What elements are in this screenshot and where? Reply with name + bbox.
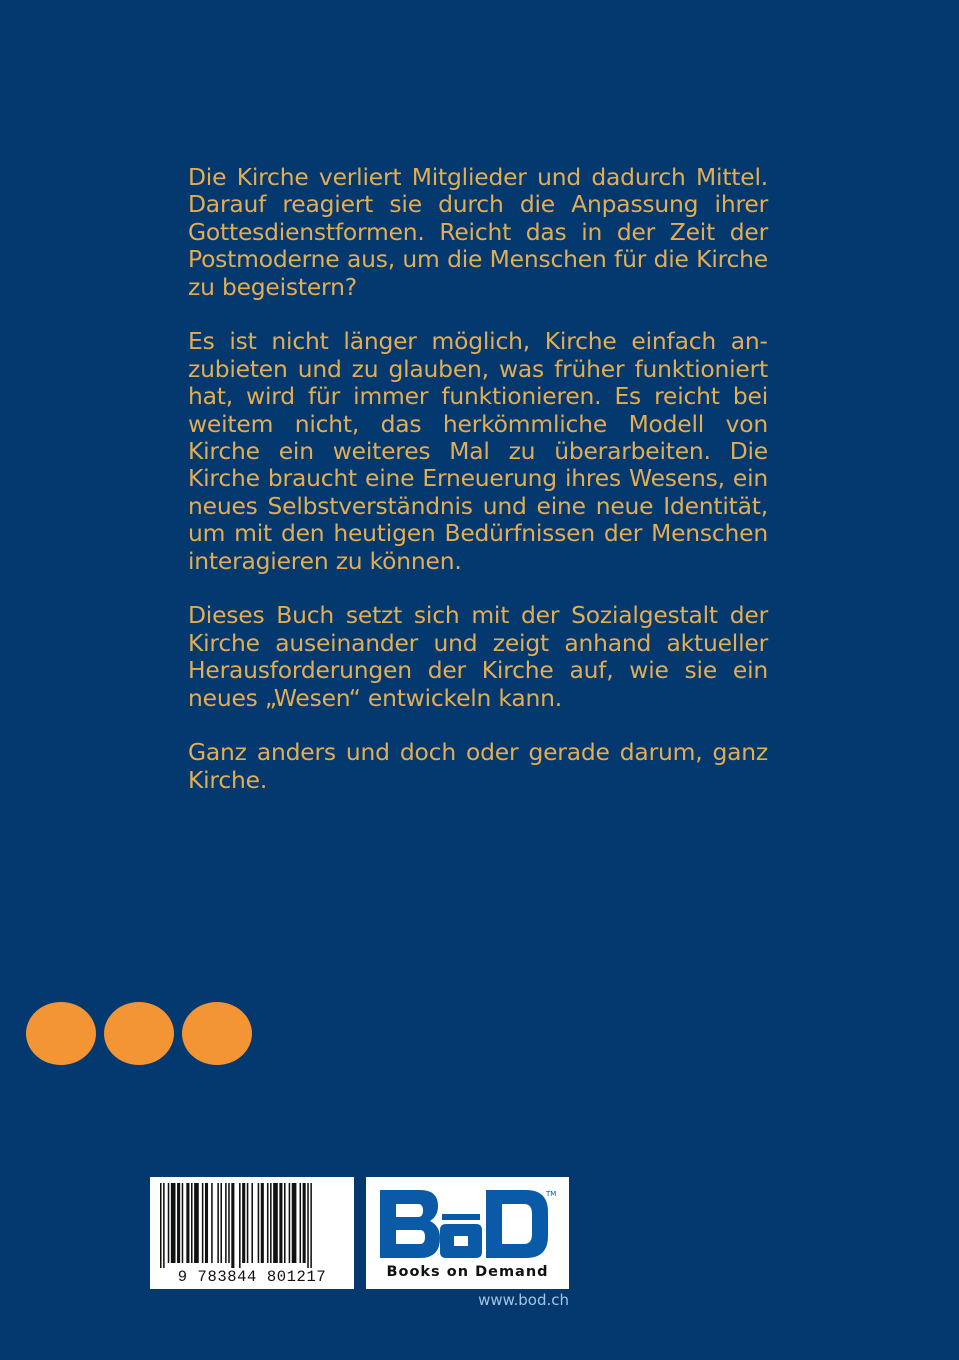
barcode-bar (303, 1183, 306, 1263)
barcode-bar (228, 1183, 230, 1263)
barcode-bar (261, 1183, 264, 1263)
bod-tagline: Books on Demand (386, 1264, 549, 1280)
barcode-bar (202, 1183, 204, 1263)
barcode-bar (242, 1183, 245, 1263)
barcode-bar (307, 1183, 309, 1269)
barcode-bar (163, 1183, 165, 1269)
barcode-bar (220, 1183, 222, 1263)
publisher-logo-box (366, 1177, 569, 1289)
barcode-bar (194, 1183, 199, 1263)
blurb-text (188, 164, 768, 822)
barcode-bar (270, 1183, 272, 1263)
barcode-bar (211, 1183, 213, 1263)
bod-logo (376, 1186, 559, 1262)
barcode-bar (292, 1183, 297, 1263)
barcode-bar (182, 1183, 184, 1263)
orange-dot (104, 1002, 174, 1065)
barcode-bar (186, 1183, 189, 1263)
barcode-bars (158, 1183, 346, 1269)
isbn-barcode (150, 1177, 354, 1289)
barcode-bar (225, 1183, 227, 1263)
barcode-bar (310, 1183, 312, 1269)
barcode-bar (171, 1183, 176, 1263)
publisher-website: www.bod.ch (478, 1291, 569, 1309)
orange-dots-decoration (26, 999, 252, 1069)
barcode-bar (267, 1183, 269, 1263)
barcode-bar (284, 1183, 286, 1263)
barcode-bar (217, 1183, 219, 1263)
barcode-bar (251, 1183, 253, 1263)
blurb-paragraph-3: Dieses Buch setzt sich mit der Sozialgestalt der Kirche auseinander und zeigt anhand aktueller Herausforderungen der Kirche auf, wie sie ein neues „Wesen“ entwickeln kann. (188, 601, 768, 712)
barcode-bar (191, 1183, 193, 1263)
barcode-bar (289, 1183, 291, 1263)
barcode-bar (258, 1183, 260, 1263)
barcode-bar (205, 1183, 208, 1263)
barcode-bar (273, 1183, 278, 1263)
orange-dot (26, 1002, 96, 1065)
blurb-paragraph-1: Die Kirche verliert Mitglieder und dadurch Mittel. Darauf reagiert sie durch die Anpassung ihrer Gottesdienstformen. Reicht das in der Zeit der Postmoderne aus, um die Menschen für die Kirche zu begeistern? (188, 163, 768, 301)
blurb-paragraph-4: Ganz anders und doch oder gerade darum, ganz Kirche. (188, 738, 768, 794)
barcode-bar (168, 1183, 170, 1263)
barcode-bar (177, 1183, 180, 1263)
barcode-bar (239, 1183, 241, 1269)
orange-dot (182, 1002, 252, 1065)
barcode-bar (279, 1183, 282, 1263)
barcode-bar (247, 1183, 249, 1263)
barcode-bar (300, 1183, 302, 1263)
isbn-number: 9 783844 801217 (150, 1268, 354, 1286)
barcode-bar (160, 1183, 162, 1269)
barcode-bar (231, 1183, 234, 1269)
svg-text:TM: TM (546, 1190, 557, 1198)
blurb-paragraph-2: Es ist nicht länger möglich, Kirche einfach anzubieten und zu glauben, was früher funktioniert hat, wird für immer funktionieren. Es reicht bei weitem nicht, das herkömmliche Modell von Kirche ein weiteres Mal zu überarbeiten. Die Kirche braucht eine Erneuerung ihres Wesens, ein neues Selbstverständnis und eine neue Identität, um mit den heutigen Bedürfnissen der Menschen interagieren zu können. (188, 327, 768, 575)
